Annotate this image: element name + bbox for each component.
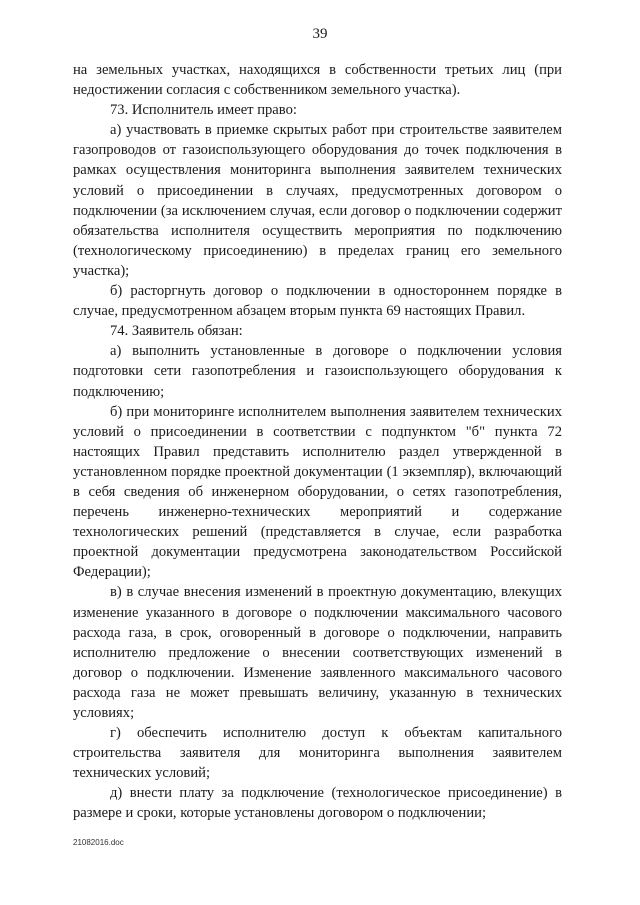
paragraph-74-b: б) при мониторинге исполнителем выполнения заявителем технических условий о присоединении в соответствии с подпунктом "б" пункта 72 настоящих Правил представить исполнителю раздел утвержденной в установленном порядке проектной документации (1 экземпляр), включающий в себя сведения об инженерном оборудовании, о сетях газопотребления, перечень инженерно-технических мероприятий и содержание технологических решений (представляется в случае, если разработка проектной документации предусмотрена законодательством Российской Федерации);: [73, 403, 562, 581]
paragraph-continuation: на земельных участках, находящихся в собственности третьих лиц (при недостижении согласия с собственником земельного участка).: [73, 62, 562, 99]
paragraph-74-a: а) выполнить установленные в договоре о подключении условия подготовки сети газопотребления и газоиспользующего оборудования к подключению;: [73, 343, 562, 400]
paragraph-73-a: а) участвовать в приемке скрытых работ при строительстве заявителем газопроводов от газоиспользующего оборудования до точек подключения в рамках осуществления мониторинга выполнения заявителем технических условий о присоединении в случаях, предусмотренных договором о подключении (за исключением случая, если договор о подключении содержит обязательства исполнителя осуществить мероприятия по подключению (технологическому присоединению) в пределах границ его земельного участка);: [73, 122, 562, 279]
page-number: 39: [312, 26, 328, 42]
paragraph-74-d: д) внести плату за подключение (технологическое присоединение) в размере и сроки, которые установлены договором о подключении;: [73, 785, 562, 822]
paragraph-74-heading: 74. Заявитель обязан:: [110, 323, 243, 340]
paragraph-73-heading: 73. Исполнитель имеет право:: [110, 102, 297, 119]
paragraph-74-g: г) обеспечить исполнителю доступ к объектам капитального строительства заявителя для мониторинга выполнения заявителем технических условий;: [73, 725, 562, 782]
footer-filename: 21082016.doc: [73, 838, 124, 847]
paragraph-73-b: б) расторгнуть договор о подключении в одностороннем порядке в случае, предусмотренном абзацем вторым пункта 69 настоящих Правил.: [73, 283, 562, 320]
paragraph-74-v: в) в случае внесения изменений в проектную документацию, влекущих изменение указанного в договоре о подключении максимального часового расхода газа, в срок, оговоренный в договоре о подключении, направить исполнителю предложение о внесении соответствующих изменений в договор о подключении. Изменение заявленного максимального часового расхода газа не может превышать величину, указанную в технических условиях;: [73, 584, 562, 721]
document-body: [73, 60, 562, 824]
